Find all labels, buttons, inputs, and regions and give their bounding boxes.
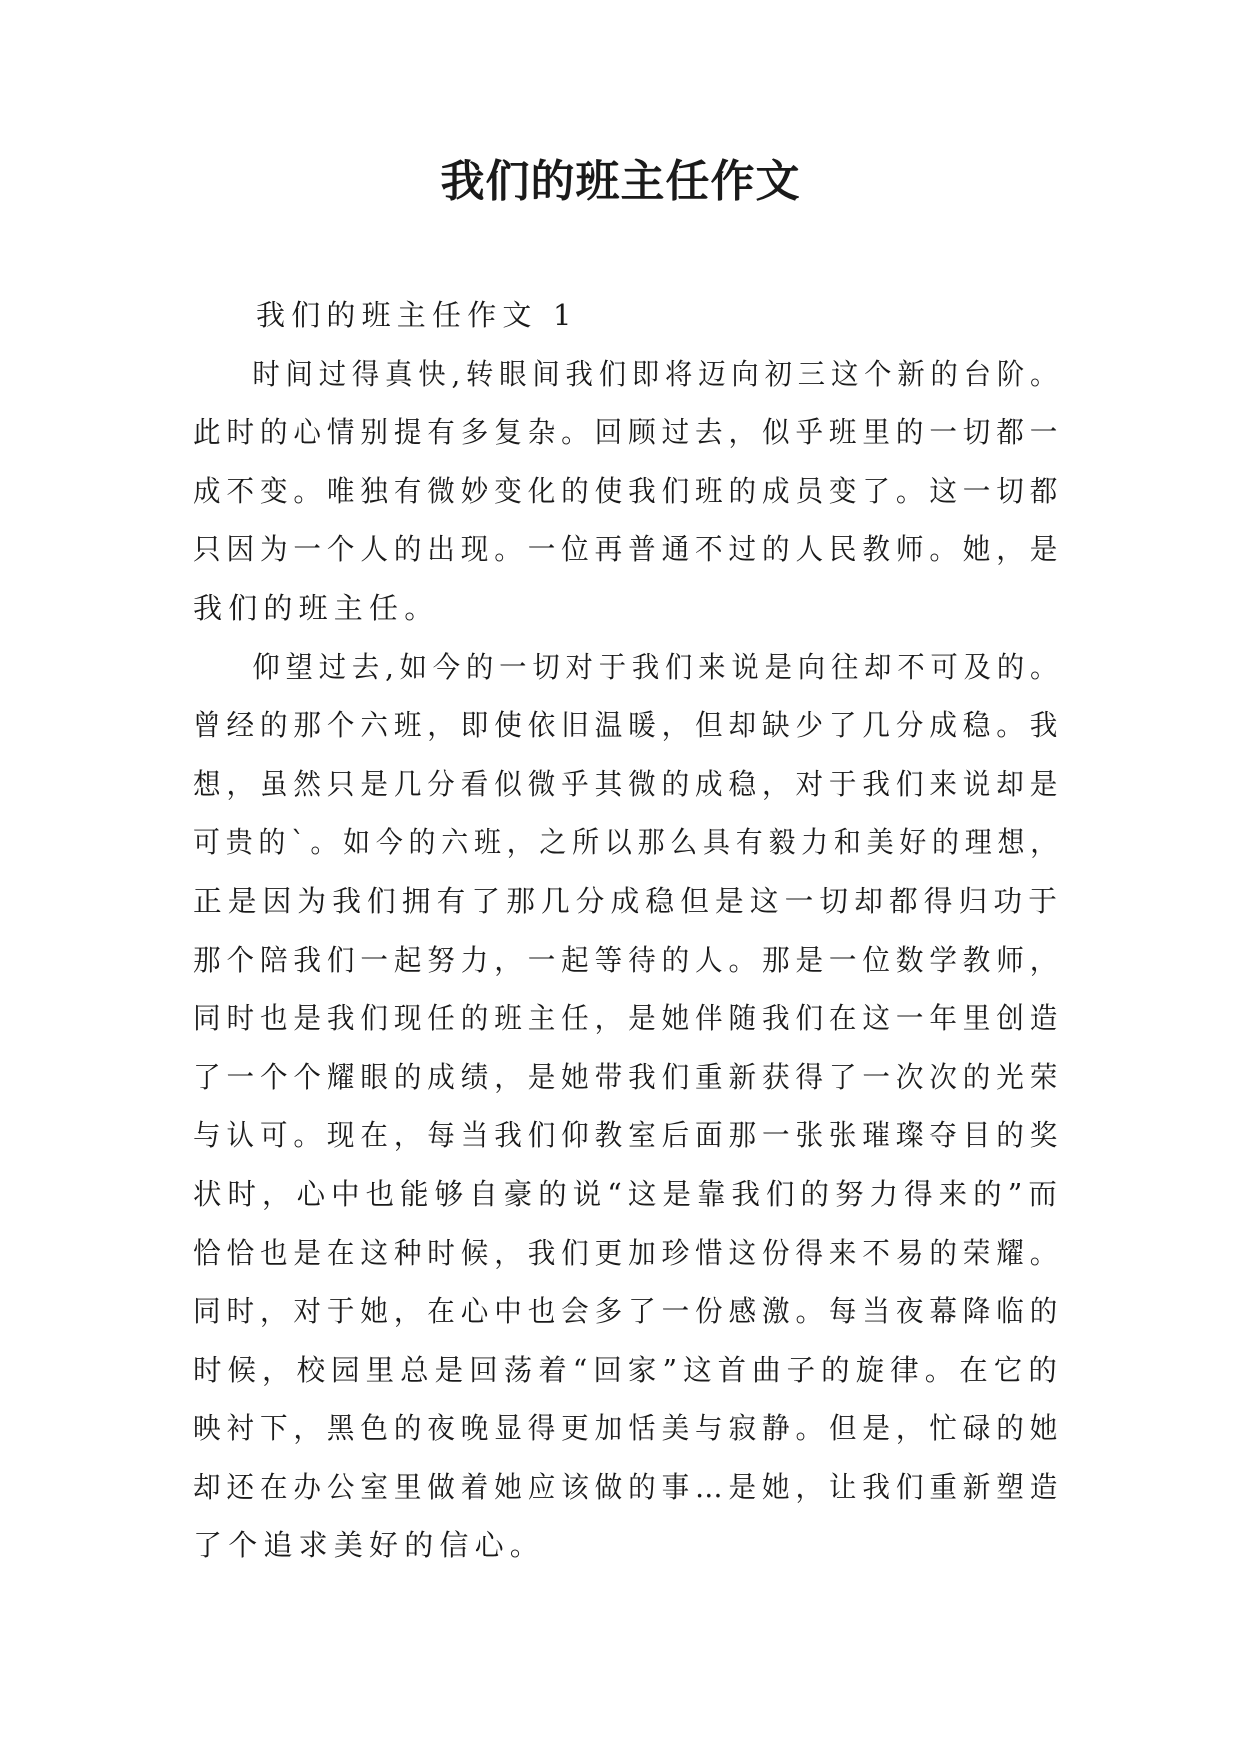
paragraph-1: [193, 345, 1063, 638]
section-heading: 我们的班主任作文 1: [256, 298, 578, 332]
document-body: [193, 286, 1063, 1575]
text-line: 与认可。现在，每当我们仰教室后面那一张张璀璨夺目的奖: [193, 1118, 1064, 1153]
text-line: 映衬下，黑色的夜晚显得更加恬美与寂静。但是，忙碌的她: [193, 1411, 1064, 1446]
text-line: 曾经的那个六班，即使依旧温暖，但却缺少了几分成稳。我: [193, 708, 1064, 743]
text-line: 了一个个耀眼的成绩，是她带我们重新获得了一次次的光荣: [193, 1059, 1064, 1094]
text-line: 时间过得真快,转眼间我们即将迈向初三这个新的台阶。: [252, 356, 1064, 391]
text-line: 想，虽然只是几分看似微乎其微的成稳，对于我们来说却是: [193, 766, 1064, 801]
text-line: 同时，对于她，在心中也会多了一份感激。每当夜幕降临的: [193, 1294, 1064, 1329]
text-line: 同时也是我们现任的班主任，是她伴随我们在这一年里创造: [193, 1001, 1064, 1036]
text-line: 此时的心情别提有多复杂。回顾过去，似乎班里的一切都一: [193, 415, 1064, 450]
text-line: 状时，心中也能够自豪的说“这是靠我们的努力得来的”而: [193, 1176, 1063, 1211]
text-line: 恰恰也是在这种时候，我们更加珍惜这份得来不易的荣耀。: [193, 1235, 1064, 1270]
document-title: 我们的班主任作文: [440, 156, 801, 207]
text-line: 成不变。唯独有微妙变化的使我们班的成员变了。这一切都: [193, 473, 1064, 508]
text-line: 时候，校园里总是回荡着“回家”这首曲子的旋律。在它的: [193, 1352, 1063, 1387]
text-line: 那个陪我们一起努力，一起等待的人。那是一位数学教师，: [193, 942, 1064, 977]
text-line: 仰望过去,如今的一切对于我们来说是向往却不可及的。: [252, 649, 1064, 684]
text-line: 可贵的`。如今的六班，之所以那么具有毅力和美好的理想，: [193, 825, 1063, 860]
text-line: 却还在办公室里做着她应该做的事…是她，让我们重新塑造: [193, 1469, 1064, 1504]
text-line: 正是因为我们拥有了那几分成稳但是这一切却都得归功于: [193, 883, 1064, 918]
text-line: 我们的班主任。: [193, 590, 440, 625]
text-line: 了个追求美好的信心。: [193, 1528, 546, 1563]
text-line: 只因为一个人的出现。一位再普通不过的人民教师。她，是: [193, 532, 1064, 567]
paragraph-2: [193, 638, 1063, 1576]
